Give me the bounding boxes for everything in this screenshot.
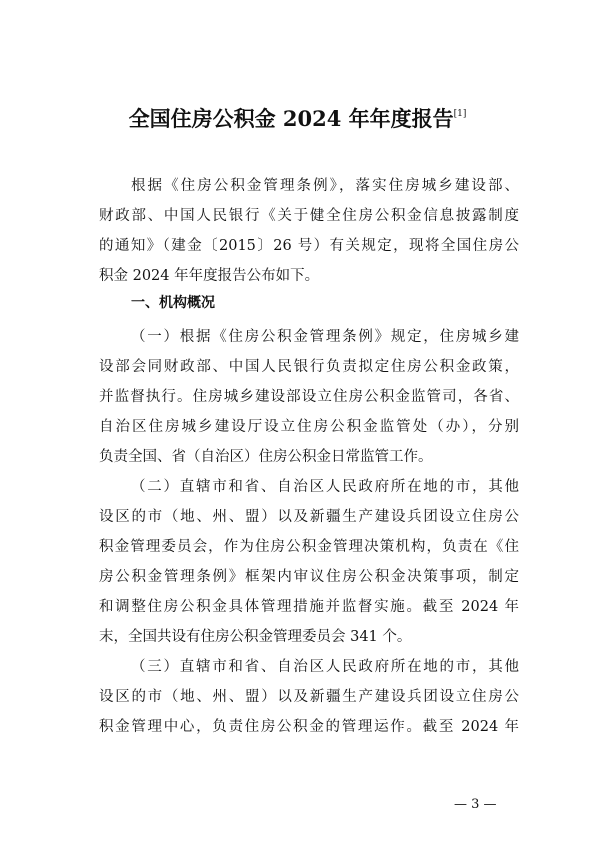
paragraph-line: 的通知》（建金〔2015〕26 号）有关规定，现将全国住房公 — [99, 238, 519, 254]
paragraph-line: 设部会同财政部、中国人民银行负责拟定住房公积金政策， — [99, 359, 519, 375]
paragraph-line: 自治区住房城乡建设厅设立住房公积金监管处（办），分别 — [99, 419, 519, 435]
page-number: — 3 — — [454, 797, 497, 812]
paragraph-line: 设区的市（地、州、盟）以及新疆生产建设兵团设立住房公 — [99, 509, 519, 525]
paragraph-line: 积金 2024 年年度报告公布如下。 — [99, 268, 320, 284]
paragraph-line: 房公积金管理条例》框架内审议住房公积金决策事项，制定 — [99, 569, 519, 585]
section-heading: 一、机构概况 — [131, 295, 215, 311]
title-text: 全国住房公积金 2024 年年度报告 — [128, 106, 454, 131]
paragraph-line: （三）直辖市和省、自治区人民政府所在地的市，其他 — [131, 659, 519, 675]
page-title — [0, 103, 595, 133]
paragraph-line: 积金管理中心，负责住房公积金的管理运作。截至 2024 年 — [99, 719, 519, 735]
paragraph-line: 负责全国、省（自治区）住房公积金日常监管工作。 — [99, 449, 433, 465]
paragraph-line: 和调整住房公积金具体管理措施并监督实施。截至 2024 年 — [99, 599, 519, 615]
paragraph-line: 财政部、中国人民银行《关于健全住房公积金信息披露制度 — [99, 208, 519, 224]
paragraph-line: 并监督执行。住房城乡建设部设立住房公积金监管司，各省、 — [99, 389, 519, 405]
title-footnote-marker: [1] — [453, 109, 467, 119]
paragraph-line: （二）直辖市和省、自治区人民政府所在地的市，其他 — [131, 479, 519, 495]
paragraph-line: （一）根据《住房公积金管理条例》规定，住房城乡建 — [131, 329, 519, 345]
paragraph-line: 设区的市（地、州、盟）以及新疆生产建设兵团设立住房公 — [99, 689, 519, 705]
paragraph-line: 积金管理委员会，作为住房公积金管理决策机构，负责在《住 — [99, 539, 519, 555]
paragraph-line: 根据《住房公积金管理条例》，落实住房城乡建设部、 — [131, 178, 519, 194]
paragraph-line: 末，全国共设有住房公积金管理委员会 341 个。 — [99, 629, 412, 645]
